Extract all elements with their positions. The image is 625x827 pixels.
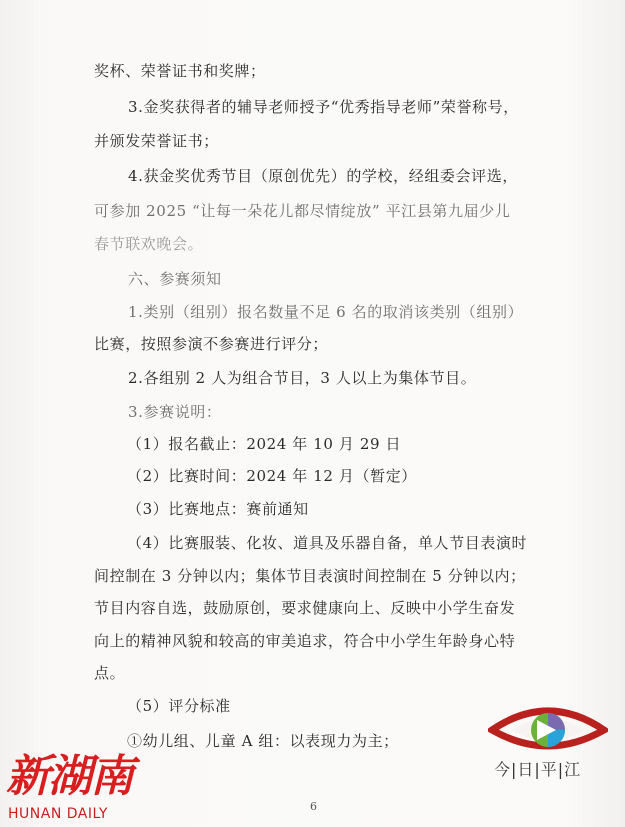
xinhunan-logo-text: 新湖南 (6, 751, 132, 802)
text-line: ①幼儿组、儿童 A 组：以表现力为主； (127, 732, 399, 750)
text-line: （1）报名截止：2024 年 10 月 29 日 (127, 435, 402, 453)
xinhunan-logo (6, 752, 136, 824)
text-line: （4）比赛服装、化妆、道具及乐器自备，单人节目表演时 (127, 534, 528, 552)
text-line: 1.类别（组别）报名数量不足 6 名的取消该类别（组别） (128, 303, 524, 321)
text-line: 3.参赛说明： (128, 403, 222, 421)
hunan-daily-text: HUNAN DAILY (8, 806, 108, 822)
text-line: 春节联欢晚会。 (94, 235, 204, 253)
text-line: （5）评分标准 (127, 697, 231, 715)
text-line: （2）比赛时间：2024 年 12 月（暂定） (127, 467, 417, 485)
section-heading: 六、参赛须知 (128, 270, 222, 288)
page-number: 6 (310, 800, 317, 813)
text-line: 可参加 2025 “让每一朵花儿都尽情绽放” 平江县第九届少儿 (94, 202, 511, 220)
text-line: 4.获金奖优秀节目（原创优先）的学校，经组委会评选， (128, 167, 518, 185)
text-line: 节目内容自选，鼓励原创，要求健康向上、反映中小学生奋发 (94, 599, 516, 617)
text-line: 比赛，按照参演不参赛进行评分； (94, 335, 329, 353)
text-line: 2.各组别 2 人为组合节目，3 人以上为集体节目。 (128, 369, 477, 387)
eye-logo-icon (488, 700, 608, 758)
text-line: 间控制在 3 分钟以内；集体节目表演时间控制在 5 分钟以内； (94, 567, 526, 585)
jinri-pingjiang-label: 今|日|平|江 (494, 760, 582, 779)
text-line: 3.金奖获得者的辅导老师授予“优秀指导老师”荣誉称号， (128, 98, 519, 116)
text-line: 点。 (94, 664, 126, 682)
text-line: 并颁发荣誉证书； (94, 132, 219, 150)
text-line: 向上的精神风貌和较高的审美追求，符合中小学生年龄身心特 (94, 632, 516, 650)
jinri-pingjiang-logo (488, 700, 618, 790)
text-line: （3）比赛地点：赛前通知 (127, 500, 309, 518)
text-line: 奖杯、荣誉证书和奖牌； (94, 62, 266, 80)
